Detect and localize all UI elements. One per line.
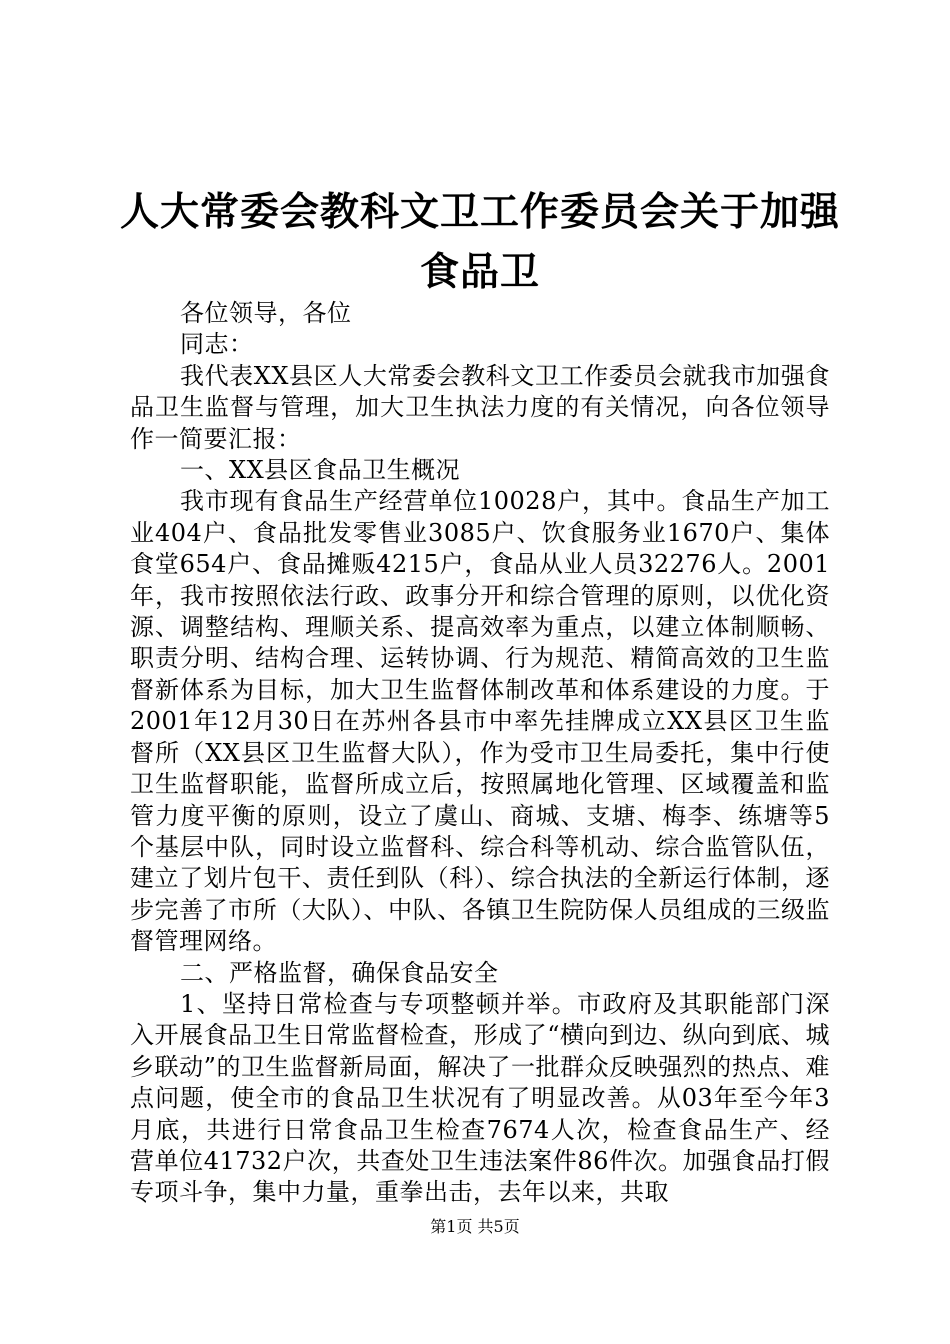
page-number-footer: 第1页 共5页 xyxy=(430,1217,520,1236)
document-title: 人大常委会教科文卫工作委员会关于加强食品卫 xyxy=(119,189,840,295)
intro-paragraph: 我代表XX县区人大常委会教科文卫工作委员会就我市加强食品卫生监督与管理，加大卫生执法力度的有关情况，向各位领导作一简要汇报： xyxy=(130,361,830,453)
salutation-line-2: 同志： xyxy=(180,330,254,359)
salutation-line-1: 各位领导，各位 xyxy=(180,299,352,327)
section-heading-1: 一、XX县区食品卫生概况 xyxy=(180,456,461,485)
document-body xyxy=(130,298,830,1209)
overview-paragraph: 我市现有食品生产经营单位10028户，其中。食品生产加工业404户、食品批发零售业3085户、饮食服务业1670户、集体食堂654户、食品摊贩4215户，食品从业人员32276人。2001年，我市按照依法行政、政事分开和综合管理的原则，以优化资源、调整结构、理顺关系、提高效率为重点，以建立体制顺畅、职责分明、结构合理、运转协调、行为规范、精简高效的卫生监督新体系为目标，加大卫生监督体制改革和体系建设的力度。于2001年12月30日在苏州各县市中率先挂牌成立XX县区卫生监督所（XX县区卫生监督大队），作为受市卫生局委托，集中行使卫生监督职能，监督所成立后，按照属地化管理、区域覆盖和监管力度平衡的原则，设立了虞山、商城、支塘、梅李、练塘等5个基层中队，同时设立监督科、综合科等机动、综合监管队伍，建立了划片包干、责任到队（科）、综合执法的全新运行体制，逐步完善了市所（大队）、中队、各镇卫生院防保人员组成的三级监督管理网络。 xyxy=(130,487,830,956)
inspection-paragraph: 1、坚持日常检查与专项整顿并举。市政府及其职能部门深入开展食品卫生日常监督检查，形成了“横向到边、纵向到底、城乡联动”的卫生监督新局面，解决了一批群众反映强烈的热点、难点问题，使全市的食品卫生状况有了明显改善。从03年至今年3月底，共进行日常食品卫生检查7674人次，检查食品生产、经营单位41732户次，共查处卫生违法案件86件次。加强食品打假专项斗争，集中力量，重拳出击，去年以来，共取 xyxy=(130,989,830,1207)
section-heading-2: 二、严格监督，确保食品安全 xyxy=(180,958,499,987)
